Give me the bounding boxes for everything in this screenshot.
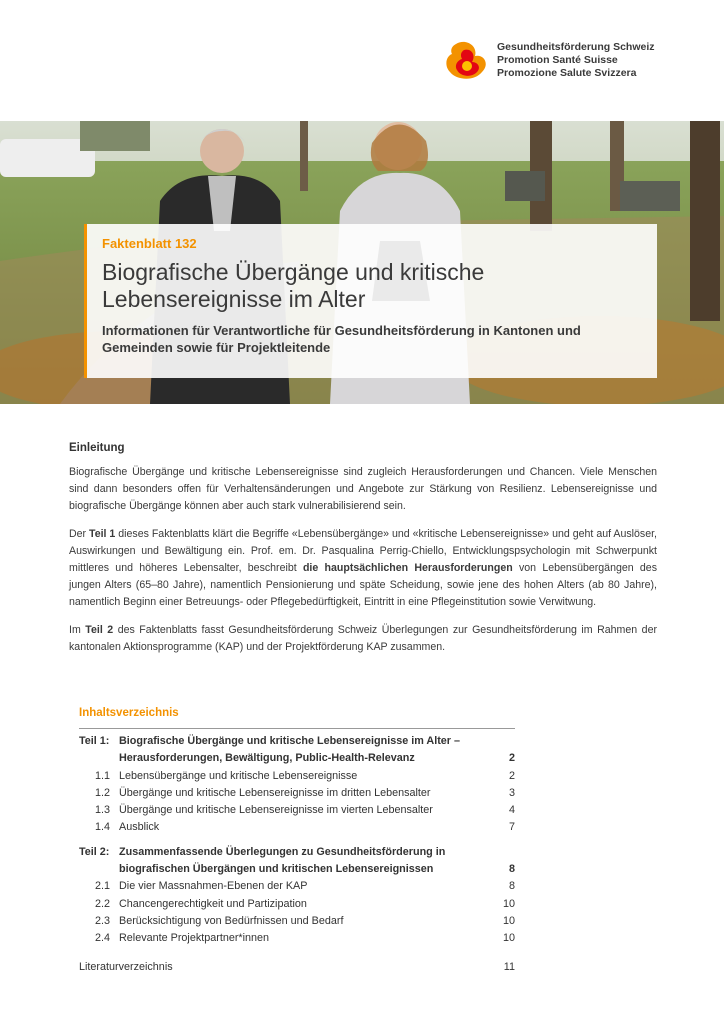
page-title: Biografische Übergänge und kritische Lebensereignisse im Alter: [102, 259, 485, 312]
toc-literature[interactable]: Literaturverzeichnis 11: [79, 960, 515, 973]
orange-flame-logo-icon: [442, 40, 490, 82]
introduction-heading: Einleitung: [69, 442, 125, 454]
title-panel: [84, 224, 657, 378]
toc-part-2[interactable]: Teil 2: Zusammenfassende Überlegungen zu Gesundheitsförderung in biografischen Übergängen und kritischen Lebensereignissen 8: [79, 845, 515, 876]
logo-line-de: Gesundheitsförderung Schweiz: [497, 41, 655, 53]
page-subtitle: Informationen für Verantwortliche für Gesundheitsförderung in Kantonen und Gemeinden sowie für Projektleitende: [102, 323, 581, 355]
toc-part-1[interactable]: Teil 1: Biografische Übergänge und kritische Lebensereignisse im Alter – Herausforderungen, Bewältigung, Public-Health-Relevanz 2: [79, 735, 515, 765]
toc-item-1-1[interactable]: 1.1 Lebensübergänge und kritische Lebensereignisse 2: [95, 769, 515, 782]
toc-item-1-3[interactable]: 1.3 Übergänge und kritische Lebensereignisse im vierten Lebensalter 4: [95, 804, 515, 817]
introduction-paragraph-1: Biografische Übergänge und kritische Lebensereignisse sind zugleich Herausforderungen und Chancen. Viele Menschen sind dann besonders offen für Verhaltensänderungen und Angebote zur Stärkung von Resilienz. Lebensereignisse und biografische Übergänge können aber auch stark vulnerabilisierend sein.: [69, 466, 657, 513]
toc-divider: [79, 728, 515, 729]
toc-heading: Inhaltsverzeichnis: [79, 707, 179, 719]
introduction-section: [69, 442, 657, 666]
toc-spacer: [79, 837, 515, 844]
introduction-paragraph-3: Im Teil 2 des Faktenblatts fasst Gesundheitsförderung Schweiz Überlegungen zur Gesundheitsförderung im Rahmen der kantonalen Aktionsprogramme (KAP) und der Projektförderung KAP zusammen.: [69, 623, 657, 653]
toc-item-1-2[interactable]: 1.2 Übergänge und kritische Lebensereignisse im dritten Lebensalter 3: [95, 786, 515, 799]
toc-item-1-4[interactable]: 1.4 Ausblick 7: [95, 821, 515, 834]
fact-sheet-label: Faktenblatt 132: [102, 236, 197, 251]
toc-spacer: [79, 948, 515, 955]
toc-item-2-2[interactable]: 2.2 Chancengerechtigkeit und Partizipation 10: [95, 897, 515, 910]
toc-item-2-3[interactable]: 2.3 Berücksichtigung von Bedürfnissen und Bedarf 10: [95, 914, 515, 927]
organization-logo: [442, 40, 672, 84]
logo-line-fr: Promotion Santé Suisse: [497, 54, 618, 66]
table-of-contents: [79, 707, 515, 976]
toc-item-2-1[interactable]: 2.1 Die vier Massnahmen-Ebenen der KAP 8: [95, 880, 515, 893]
logo-line-it: Promozione Salute Svizzera: [497, 67, 637, 79]
introduction-paragraph-2: Der Teil 1 dieses Faktenblatts klärt die Begriffe «Lebensübergänge» und «kritische Lebensereignisse» und geht auf Auslöser, Auswirkungen und Bewältigung ein. Prof. em. Dr. Pasqualina Perrig-Chiello, Entwicklungspsychologin mit Schwerpunkt mittleres und höheres Lebensalter, beschreibt die hauptsächlichen Herausforderungen von Lebensübergängen des jungen Alters (65–80 Jahre), namentlich Pensionierung und späte Scheidung, sowie jene des hohen Alters (ab 80 Jahre), namentlich Beginn einer Betreuungs- oder Pflegebedürftigkeit, Eintritt in eine Pflegeinstitution sowie Verwitwung.: [69, 527, 657, 609]
logo-text: [497, 41, 655, 80]
toc-item-2-4[interactable]: 2.4 Relevante Projektpartner*innen 10: [95, 932, 515, 945]
